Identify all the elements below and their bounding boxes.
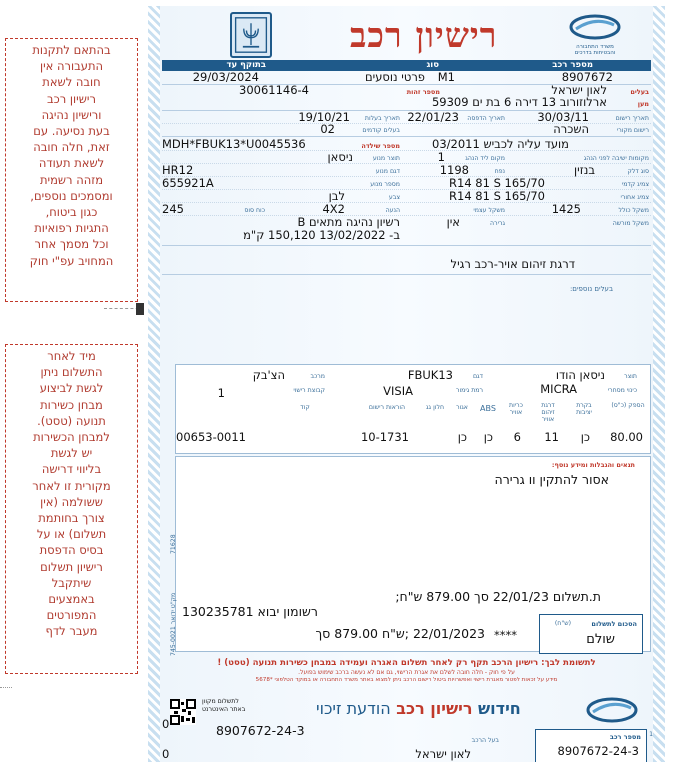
note-line: התשלום ניתן (40, 365, 103, 380)
table-header: דרגת זיהום אוויר (541, 402, 555, 423)
table-cell: 10-1731 (360, 430, 409, 444)
amount-paid-status: שולם (586, 632, 615, 647)
drive-label: הנעה (385, 207, 400, 214)
rear-tires: R14 81 S 165/70 (449, 189, 545, 203)
reg-date-label: תאריך רישום (615, 115, 649, 122)
orig-reg-label: רישום מקורי (616, 127, 649, 134)
document-header (160, 6, 653, 62)
band-label: סוג (426, 60, 439, 70)
valid-until: 29/03/2024 (192, 70, 259, 84)
engine-number: 655921A (162, 176, 214, 190)
model-description: פרטי נוסעים (365, 70, 425, 84)
payment-record: ת.תשלום 22/01/23 סך 879.00 ש"ח; (395, 589, 601, 604)
note-line: לגשת לביצוע (39, 381, 104, 396)
note-line: מבחן כשירות (40, 397, 103, 412)
warning-line: מידע על זכאות לפטור מאגרת רישוי ואפשרויות ביטול רישום הרכב ניתן למצוא באתר משרד התחבורה או במוקד הטלפוני *5678 (255, 677, 558, 683)
engine-model-label: דגם מנוע (375, 168, 400, 175)
id-number: 30061146-4 (239, 83, 309, 97)
table-header: חלון גג (426, 404, 444, 411)
engine-manufacturer: ניסאן (327, 150, 353, 164)
note-line: המחויב עפ"י חוק (29, 253, 114, 268)
note-line: תשלום) או על (36, 527, 107, 542)
table-header: כריות אוויר (509, 402, 523, 416)
renewal-footer (162, 691, 651, 762)
note-line: רישיון תשלום (40, 559, 103, 574)
page-title: רישיון רכב (350, 16, 498, 56)
finish-level-label: רמת גימור (455, 387, 483, 394)
band-label: מספר רכב (552, 60, 593, 70)
warning-line: על פי חוק - חלה חובה לשלם את אגרת הרישוי, גם אם לא נעשה ברכב שימוש בפועל. (298, 669, 515, 676)
note-test-after-payment (5, 344, 138, 674)
renewal-reference: 8907672-24-3 (216, 723, 305, 738)
note-line: חובה לשאת (42, 75, 101, 90)
table-header: ABS (480, 404, 496, 413)
dotted-divider (0, 687, 12, 688)
note-legal-carry (5, 38, 138, 302)
body-label: מרכב (310, 373, 325, 380)
note-line: ורישיון נהיגה (41, 107, 102, 122)
restrictions-label: תנאים והגבלות ומידע נוסף: (551, 461, 635, 469)
first-road-date: מועד עליה לכביש 03/2011 (432, 137, 569, 151)
seats-label: מקומות ישיבה לפני הנהג (583, 155, 649, 162)
license-group-label: קבוצת רישוי (293, 387, 325, 394)
drive-type: 4X2 (322, 202, 345, 216)
band-label: בתוקף עד (226, 60, 266, 70)
note-line: המפורטים (46, 608, 97, 623)
security-edge (653, 6, 665, 762)
table-cell: כן (580, 430, 590, 444)
model-label: דגם (472, 373, 483, 380)
seats-value: 1 (437, 150, 445, 164)
pollution-grade: דרגת זיהום אויר-רכב רגיל (450, 257, 575, 271)
body-type: הצ'בק (252, 368, 285, 382)
note-line: בהתאם לתקנות (32, 43, 111, 57)
fuel-label: סוג דלק (627, 168, 649, 175)
towing: אין (446, 215, 460, 229)
license-group: 1 (217, 386, 225, 400)
reg-date: 30/03/11 (537, 110, 589, 124)
note-line: התעבורה אין (39, 59, 104, 74)
chassis-number: MDH*FBUK13*U0045536 (162, 137, 306, 151)
qr-code-icon[interactable] (170, 699, 196, 725)
payment-summary: 22/01/2023 ;ש"ח 879.00 סך (315, 626, 485, 641)
ownership-date-label: תאריך בעלות (364, 115, 400, 122)
note-line: רישיון רכב (47, 91, 96, 106)
margin-digit: 1 (649, 731, 653, 738)
self-weight-label: משקל עצמי (473, 207, 505, 214)
footer-owner-name: לאון ישראל (415, 747, 471, 761)
logo-text: משרד התחבורה (576, 44, 614, 50)
note-line: בליווי דרישה (41, 462, 102, 477)
import-ref: רשומון יבוא 130235781 (182, 604, 318, 619)
engine-volume: 1198 (439, 163, 469, 177)
margin-digit: 0 (162, 717, 170, 731)
logo-text: והבטיחות בדרכים (574, 50, 616, 56)
license-match: רשיון נהיגה מתאים B (297, 215, 400, 229)
horsepower: 245 (162, 202, 184, 216)
warning-line: לתשומת לבך: רישיון הרכב תקף רק לאחר תשלום האגרה ועמידה במבחן כשירות תנועה (טסט) ! (217, 658, 596, 668)
renewal-title-post: הודעת זיכוי (316, 699, 391, 718)
note-line: יש לגשת (50, 446, 93, 461)
table-header: הספק (כ"ס) (611, 402, 645, 409)
odometer-reading: ב- 13/02/2022 150,120 ק"מ (243, 228, 400, 242)
volume-label: נפח (494, 168, 505, 175)
table-cell: כן (457, 430, 467, 444)
ownership-date: 19/10/21 (298, 110, 350, 124)
address-label: מען (637, 100, 649, 108)
note-line: כגון ביטוח, (45, 205, 98, 220)
finish-level: VISIA (383, 384, 413, 398)
note-line: בעת נסיעה. עם (33, 124, 110, 139)
note-line: צורך בחותמת (38, 511, 105, 526)
note-line: למבחן הכשירות (33, 430, 110, 445)
trade-name-label: כינוי מסחרי (607, 387, 637, 394)
side-code: מק"ט ידואר 745-0021 (170, 592, 177, 656)
note-line: לשאת תעודה (38, 156, 105, 171)
note-line: מקורית זו לאחר (32, 478, 111, 493)
vehicle-color: לבן (328, 189, 345, 203)
total-weight: 1425 (551, 202, 581, 216)
table-header: אגור (456, 404, 468, 411)
table-header: בקרת יציבות (576, 402, 592, 416)
note-line: באמצעים (48, 592, 95, 607)
qr-label: לתשלום מקוון (202, 698, 239, 705)
rear-tires-label: צמיג אחורי (620, 194, 649, 201)
table-cell: 80.00 (610, 430, 643, 444)
total-weight-label: משקל כולל (618, 207, 649, 214)
renewal-title-pre: חידוש (478, 699, 521, 718)
note-line: ששולמה (אין (40, 494, 103, 509)
model-code: M1 (437, 70, 455, 84)
footer-ministry-logo-icon (577, 697, 639, 725)
note-line: וכל מסמך אחר (34, 237, 109, 252)
manufacturer: ניסאן הודו (555, 368, 605, 382)
color-label: צבע (388, 194, 400, 201)
owner-name: לאון ישראל (551, 83, 607, 97)
front-tires: R14 81 S 165/70 (449, 176, 545, 190)
front-tires-label: צמיג קדמי (621, 181, 649, 188)
table-header: הוראות רישום (368, 404, 406, 411)
masked-stars: **** (494, 628, 517, 642)
trade-name: MICRA (540, 382, 577, 396)
prev-owners-label: בעלים קודמים (362, 127, 400, 134)
power-label: כוח סוס (244, 207, 265, 214)
ministry-logo (553, 14, 637, 56)
prev-owners: 02 (320, 122, 335, 136)
owner-address: ארלוזורוב 13 דירה 6 בת ים 59309 (431, 95, 607, 109)
note-line: התגיות רפואיות (34, 221, 109, 236)
qr-label: באתר האינטרנט (202, 706, 246, 713)
note-line: מזהה רשמית (39, 172, 104, 187)
security-edge (148, 6, 160, 762)
table-cell: כן (483, 430, 493, 444)
note-line: בסיס הדפסת (39, 543, 104, 558)
seats-next-label: מקום ליד הנהג (465, 155, 505, 162)
note-line: שיתקבל (51, 575, 92, 590)
renewal-title (316, 699, 521, 718)
table-cell: 11 (544, 430, 559, 444)
fuel-type: בנזין (574, 163, 595, 177)
vehicle-ref-label: מספר רכב (609, 733, 641, 741)
tow-label: גרירה (490, 220, 505, 227)
table-header: קוד (300, 404, 310, 411)
note-line: זאת, חלה חובה (33, 140, 110, 155)
engine-no-label: מספר מנוע (370, 181, 400, 188)
restriction-text: אסור להתקין וו גרירה (494, 472, 609, 487)
owners-label: בעלים (630, 88, 649, 96)
id-label: מספר זהות (406, 88, 440, 96)
amount-unit: (ש"ח) (554, 620, 571, 627)
table-cell: 00653-0011 (176, 430, 246, 444)
footer-owner-label: בעל הרכב (471, 737, 499, 744)
note-line: תנועה (טסט). (37, 413, 106, 428)
note-connector (104, 301, 144, 317)
ministry-logo-icon (568, 14, 622, 40)
margin-digit: 0 (162, 747, 170, 761)
vehicle-license-document (148, 6, 665, 762)
manufacturer-label: תוצר (624, 373, 637, 380)
engine-manuf-label: תוצר מנוע (372, 155, 400, 162)
amount-label: הסכום לתשלום (591, 620, 637, 628)
side-code: 71628 (170, 534, 177, 554)
note-line: מעבר לדף (45, 624, 98, 639)
chassis-label: מספר שילדה (361, 142, 400, 150)
vehicle-ref: 8907672-24-3 (557, 744, 639, 758)
licensed-weight-label: משקל מורשה (612, 220, 649, 227)
state-emblem-icon (230, 12, 272, 58)
engine-model: HR12 (162, 163, 194, 177)
note-line: מיד לאחר (47, 349, 96, 363)
vehicle-number: 8907672 (561, 70, 613, 84)
orig-reg: השכרה (553, 122, 589, 136)
table-cell: 6 (513, 430, 521, 444)
note-line: ומסמכים נוספים, (30, 188, 113, 203)
model-code-full: FBUK13 (407, 368, 453, 382)
additional-owners-label: בעלים נוספים: (569, 285, 613, 293)
print-date-label: תאריך הדפסה (467, 115, 505, 122)
renewal-title-red: רישיון רכב (396, 699, 473, 718)
print-date: 22/01/23 (407, 110, 459, 124)
